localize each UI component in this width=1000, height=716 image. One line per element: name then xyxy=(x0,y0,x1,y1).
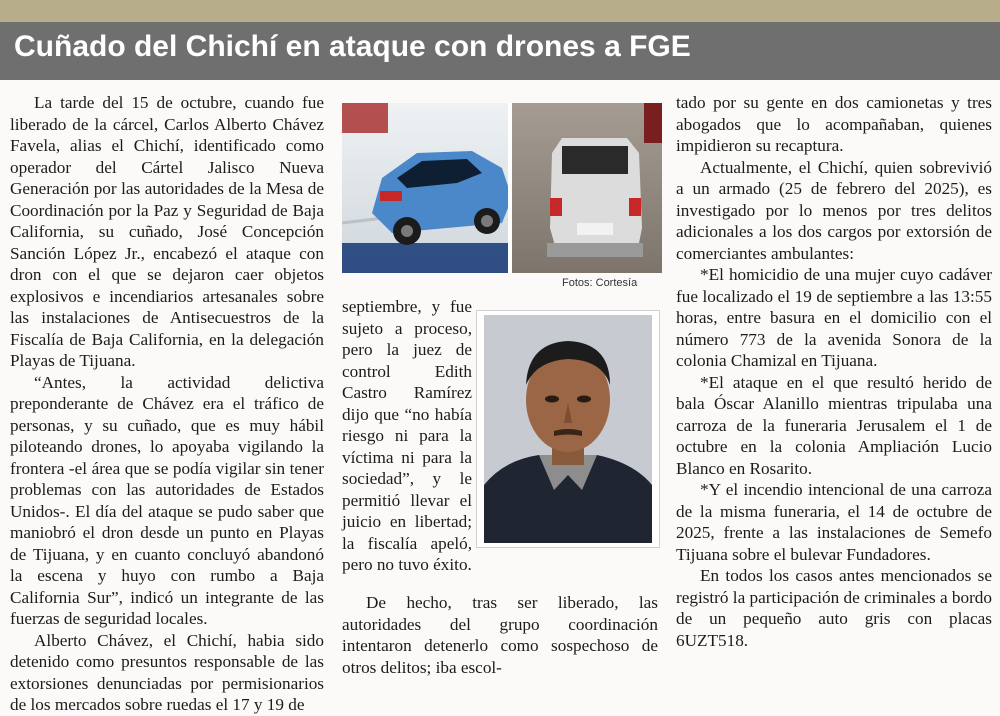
paragraph: En todos los casos antes mencionados se registró la participación de criminales a bordo de un pequeño auto gris con placas 6UZT518. xyxy=(676,566,992,650)
paragraph: tado por su gente en dos camionetas y tres abogados que lo acompañaban, quienes impidieron su recaptura. xyxy=(676,93,992,155)
paragraph: La tarde del 15 de octubre, cuando fue liberado de la cárcel, Carlos Alberto Chávez Favela, alias el Chichí, identificado como operador del Cártel Jalisco Nueva Generación por las autoridades de la Mesa de Coordinación por la Paz y Seguridad de Baja California, su cuñado, José Concepción Sanción López Jr., encabezó el ataque con dron con el que se dejaron caer objetos explosivos e incendiarios artesanales sobre las instalaciones de Antisecuestros de la Fiscalía de Baja California, en la delegación Playas de Tijuana. xyxy=(10,93,324,370)
article-column-2-wide xyxy=(342,592,658,678)
mugshot-photo xyxy=(484,315,652,543)
paragraph: septiembre, y fue sujeto a proceso, pero la juez de control Edith Castro Ramírez dijo que “no había riesgo ni para la víctima ni para la sociedad”, y le permitió llevar el juicio en libertad; la fiscalía apeló, pero no tuvo éxito. xyxy=(342,297,472,574)
paragraph: De hecho, tras ser liberado, las autoridades del grupo coordinación intentaron detenerlo como sospechoso de otros delitos; iba escol- xyxy=(342,593,658,677)
photo-credit: Fotos: Cortesía xyxy=(562,277,638,289)
paragraph: *El homicidio de una mujer cuyo cadáver fue localizado el 19 de septiembre a las 13:55 horas, entre basura en el domicilio con el número 773 de la avenida Sonora de la colonia Chamizal en Tijuana. xyxy=(676,265,992,370)
article-column-3 xyxy=(676,92,992,651)
paragraph: “Antes, la actividad delictiva preponderante de Chávez era el tráfico de personas, y su cuñado, que es muy hábil piloteando drones, lo apoyaba vigilando la frontera -el área que se podía vigilar sin tener problemas con las autoridades de Estados Unidos-. El día del ataque se pudo saber que maniobró el dron desde un punto en Playas de Tijuana, y en cuanto concluyó abandonó la escena y huyo con rumbo a Baja California Sur”, indicó un integrante de las fuerzas de seguridad locales. xyxy=(10,372,324,628)
paragraph: Alberto Chávez, el Chichí, habia sido detenido como presuntos responsable de las extorsiones denunciadas por permisionarios de los mercados sobre ruedas el 17 y 19 de xyxy=(10,630,324,714)
paragraph: *El ataque en el que resultó herido de bala Óscar Alanillo mientras tripulaba una carroza de la funeraria Jerusalem el 1 de octubre en la colonia Ampliación Lucio Blanco en Rosarito. xyxy=(676,372,992,478)
mugshot-image xyxy=(484,315,652,543)
headline: Cuñado del Chichí en ataque con drones a FGE xyxy=(14,30,691,63)
paragraph: Actualmente, el Chichí, quien sobrevivió a un armado (25 de febrero del 2025), es investigado por lo menos por tres delitos adicionales a los dos cargos por extorsión de comerciantes ambulantes: xyxy=(676,157,992,263)
article-column-1 xyxy=(10,92,324,716)
top-color-band xyxy=(0,0,1000,22)
car-photos-image xyxy=(342,103,662,273)
article-column-2-narrow xyxy=(342,296,472,576)
paragraph: *Y el incendio intencional de una carroza de la misma funeraria, el 14 de octubre de 2025, frente a las instalaciones de Semefo Tijuana sobre el bulevar Fundadores. xyxy=(676,480,992,564)
surveillance-photo xyxy=(342,103,662,273)
